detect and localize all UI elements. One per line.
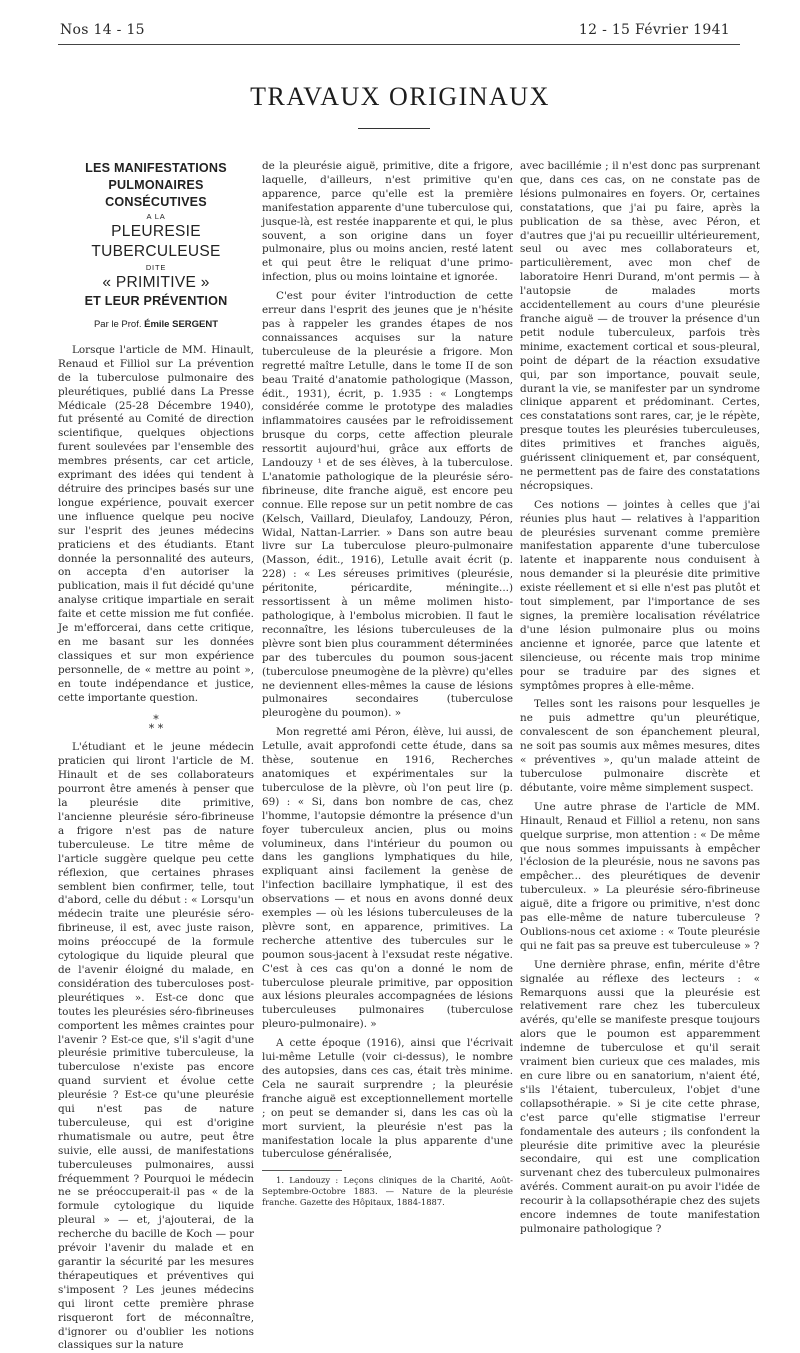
paragraph: Telles sont les raisons pour lesquelles je ne puis admettre qu'un pleurétique, convalescent de son épanchement pleural, ne soit pas soumis aux mêmes mesures, dites « préventives », qu'un malade atteint de tuberculose pulmonaire discrète et débutante, voire même simplement suspect.: [520, 698, 760, 794]
author-prefix: Par le Prof.: [93, 319, 145, 330]
paragraph: L'étudiant et le jeune médecin praticien qui liront l'article de M. Hinault et de ses collaborateurs pourront être amenés à penser que la pleurésie dite primitive, l'ancienne pleurésie séro-fibrineuse a frigore n'est pas de nature tuberculeuse. Le titre même de l'article suggère quelque peu cette réflexion, que certaines phrases semblent bien confirmer, telle, tout d'abord, celle du début : « Lorsqu'un médecin traite une pleurésie séro-fibrineuse, il est, avec juste raison, moins préoccupé de la formule cytologique du liquide pleural que de l'avenir éloigné du malade, en considération des tuberculoses post-pleurétiques ». Est-ce donc que toutes les pleurésies séro-fibrineuses comportent les mêmes craintes pour l'avenir ? Est-ce que, s'il s'agit d'une pleurésie primitive tuberculeuse, la tuberculose n'existe pas encore quand survient et évolue cette pleurésie ? Est-ce qu'une pleurésie qui n'est pas de nature tuberculeuse, qui est d'origine rhumatismale ou autre, peut être suivie, elle aussi, de manifestations tuberculeuses pulmonaires, aussi fréquemment ? Pourquoi le médecin ne se préoccuperait-il pas « de la formule cytologique du liquide pleural » — et, j'ajouterai, de la recherche du bacille de Koch — pour prévoir l'avenir du malade et en garantir la sécurité par les mesures thérapeutiques et préventives qui s'imposent ? Les jeunes médecins qui liront cette première phrase risqueront fort de méconnaître, d'ignorer ou d'oublier les notions classiques sur la nature: [58, 741, 254, 1352]
article-title-prevention: ET LEUR PRÉVENTION: [84, 294, 228, 308]
paragraph: Une dernière phrase, enfin, mérite d'être signalée au réflexe des lecteurs : « Remarquons aussi que la pleurésie est relativement rare chez les tuberculeux avérés, qu'elle se manifeste presque toujours alors que le poumon est apparemment indemne de tuberculose et qu'il serait vraiment bien curieux que ces malades, mis en cure libre ou en sanatorium, n'aient été, s'ils l'étaient, tuberculeux, l'objet d'une collapsothérapie. » Si je cite cette phrase, c'est parce qu'elle stigmatise l'erreur fondamentale des auteurs ; ils confondent la pleurésie dite primitive avec la pleurésie secondaire, qui est une complication survenant chez des tuberculeux pulmonaires avérés. Comment aurait-on pu avoir l'idée de recourir à la collapsothérapie chez des sujets encore indemnes de toute manifestation pulmonaire pathologique ?: [520, 958, 760, 1235]
article-title-ala: A LA: [146, 212, 166, 221]
title-rule: [358, 128, 430, 129]
article-heading: [58, 160, 254, 332]
article-author: [58, 318, 254, 332]
footnote-rule: [262, 1170, 342, 1171]
author-name: Émile SERGENT: [144, 319, 219, 330]
column-3: [520, 160, 760, 1237]
header-rule: [58, 44, 740, 45]
paragraph: Ces notions — jointes à celles que j'ai réunies plus haut — relatives à l'apparition de pleurésies survenant comme première manifestation apparente d'une tuberculose latente et inapparente nous conduisent à nous demander si la pleurésie dite primitive existe réellement et si elle n'est pas plutôt et tout simplement, par l'importance de ses signes, la première localisation révélatrice d'une lésion pulmonaire plus ou moins ancienne et ignorée, parce que latente et silencieuse, ou récente mais trop minime pour se traduire par des signes et symptômes propres à elle-même.: [520, 498, 760, 692]
paragraph: avec bacillémie ; il n'est donc pas surprenant que, dans ces cas, on ne constate pas de lésions pulmonaires en foyers. Or, certaines constatations, que j'ai pu faire, après la publication de sa thèse, avec Péron, et d'autres que j'ai pu recueillir ultérieurement, seul ou avec mes collaborateurs et, particulièrement, avec mon chef de laboratoire Henri Durand, m'ont permis — à l'autopsie de malades morts accidentellement au cours d'une pleurésie franche aiguë — de trouver la présence d'un petit nodule tuberculeux, parfois très minime, exactement cortical et sous-pleural, point de départ de la réaction exsudative qui, par son importance, pouvait seule, durant la vie, se manifester par un syndrome clinique apparent et prédominant. Certes, ces constatations sont rares, car, je le répète, presque toutes les pleurésies tuberculeuses, dites primitives et franches aiguës, guérissent cliniquement et, par conséquent, ne permettent pas de faire des constatations nécropsiques.: [520, 160, 760, 492]
article-title-primitive: « PRIMITIVE »: [102, 274, 210, 291]
paragraph: de la pleurésie aiguë, primitive, dite a frigore, laquelle, d'ailleurs, n'est primitive qu'en apparence, parce qu'elle est la première manifestation apparente d'une tuberculose qui, jusque-là, est restée inapparente et qui, le plus souvent, a son origine dans un foyer pulmonaire, plus ou moins ancien, resté latent et qui peut être le reliquat d'une primo-infection, plus ou moins lointaine et ignorée.: [262, 160, 513, 284]
article-title-line1: LES MANIFESTATIONS: [85, 161, 227, 175]
issue-number: Nos 14 - 15: [60, 22, 145, 38]
paragraph: Mon regretté ami Péron, élève, lui aussi, de Letulle, avait approfondi cette étude, dans sa thèse, soutenue en 1916, Recherches anatomiques et expérimentales sur la tuberculose de la plèvre, où l'on peut lire (p. 69) : « Si, dans bon nombre de cas, chez l'homme, l'autopsie démontre la présence d'un foyer tuberculeux ancien, plus ou moins volumineux, dans l'intérieur du poumon ou dans les ganglions lymphatiques du hile, expliquant ainsi facilement la genèse de l'infection bacillaire lymphatique, il est des observations — et nous en avons donné deux exemples — où les lésions tuberculeuses de la plèvre sont, en apparence, primitives. La recherche attentive des tubercules sur le poumon sous-jacent à l'exsudat reste négative. C'est à ces cas qu'on a donné le nom de tuberculose pleurale primitive, par opposition aux lésions pleurales accompagnées de lésions tuberculeuses pulmonaires (tuberculose pleuro-pulmonaire). »: [262, 726, 513, 1031]
paragraph: C'est pour éviter l'introduction de cette erreur dans l'esprit des jeunes que je n'hésite pas à rappeler les grandes étapes de nos connaissances acquises sur la nature tuberculeuse de la pleurésie a frigore. Mon regretté maître Letulle, dans le tome II de son beau Traité d'anatomie pathologique (Masson, édit., 1931), écrit, p. 1.935 : « Longtemps considérée comme le prototype des maladies inflammatoires causées par le refroidissement brusque du corps, cette affection pleurale ressortit aujourd'hui, grâce aux efforts de Landouzy ¹ et de ses élèves, à la tuberculose. L'anatomie pathologique de la pleurésie séro-fibrineuse, dite franche aiguë, est encore peu connue. Elle repose sur un petit nombre de cas (Kelsch, Vaillard, Dieulafoy, Landouzy, Péron, Widal, Nattan-Larrier. » Dans son autre beau livre sur La tuberculose pleuro-pulmonaire (Masson, édit., 1916), Letulle avait écrit (p. 228) : « Les séreuses primitives (pleurésie, péritonite, péricardite, méningite...) ressortissent à un même molimen histo-pathologique, à l'embolus microbien. Il faut le reconnaître, les lésions tuberculeuses de la plèvre sont bien plus couramment déterminées par des tubercules du poumon sous-jacent (tuberculose pneumogène de la plèvre) qu'elles ne deviennent elles-mêmes la cause de lésions pulmonaires secondaires (tuberculose pleurogène du poumon). »: [262, 290, 513, 720]
article-title-dite: DITE: [145, 263, 167, 272]
column-1: [58, 160, 254, 1353]
paragraph: Lorsque l'article de MM. Hinault, Renaud et Filliol sur La prévention de la tuberculose pulmonaire des pleurétiques, publié dans La Presse Médicale (25-28 Décembre 1940), fut présenté au Comité de direction scientifique, quelques objections furent soulevées par l'ensemble des membres présents, car cet article, exprimant des idées qui tendent à détruire des principes basés sur une longue expérience, pouvait exercer une influence quelque peu nocive sur l'esprit des jeunes médecins praticiens et des étudiants. Etant donnée la personnalité des auteurs, on accepta d'en autoriser la publication, mais il fut décidé qu'une analyse critique impartiale en serait faite et cette mission me fut confiée. Je m'efforcerai, dans cette critique, en me basant sur les données classiques et sur mon expérience personnelle, de « mettre au point », en toute indépendance et justice, cette importante question.: [58, 343, 254, 704]
article-title-main: PLEURESIE TUBERCULEUSE: [91, 223, 221, 260]
paragraph: Une autre phrase de l'article de MM. Hinault, Renaud et Filliol a retenu, non sans quelque surprise, mon attention : « De même que nous sommes impuissants à empêcher l'éclosion de la pleurésie, nous ne savons pas empêcher... des pleurétiques de devenir tuberculeux. » La pleurésie séro-fibrineuse aiguë, dite a frigore ou primitive, n'est donc pas elle-même de nature tuberculeuse ? Oublions-nous cet axiome : « Toute pleurésie qui ne fait pas sa preuve est tuberculeuse » ?: [520, 800, 760, 952]
column-2: [262, 160, 513, 1208]
article-title-line2: PULMONAIRES CONSÉCUTIVES: [105, 178, 207, 209]
section-separator: * * *: [148, 713, 164, 736]
footnote: 1. Landouzy : Leçons cliniques de la Charité, Août-Septembre-Octobre 1883. — Nature de la pleurésie franche. Gazette des Hôpitaux, 1884-1887.: [262, 1175, 513, 1208]
paragraph: A cette époque (1916), ainsi que l'écrivait lui-même Letulle (voir ci-dessus), le nombre des autopsies, dans ces cas, était très minime. Cela ne saurait surprendre ; la pleurésie franche aiguë est exceptionnellement mortelle ; on peut se demander si, dans les cas où la mort survient, la pleurésie n'est pas la manifestation locale la plus apparente d'une tuberculose généralisée,: [262, 1037, 513, 1161]
issue-date: 12 - 15 Février 1941: [578, 22, 730, 38]
section-title: TRAVAUX ORIGINAUX: [250, 82, 550, 111]
